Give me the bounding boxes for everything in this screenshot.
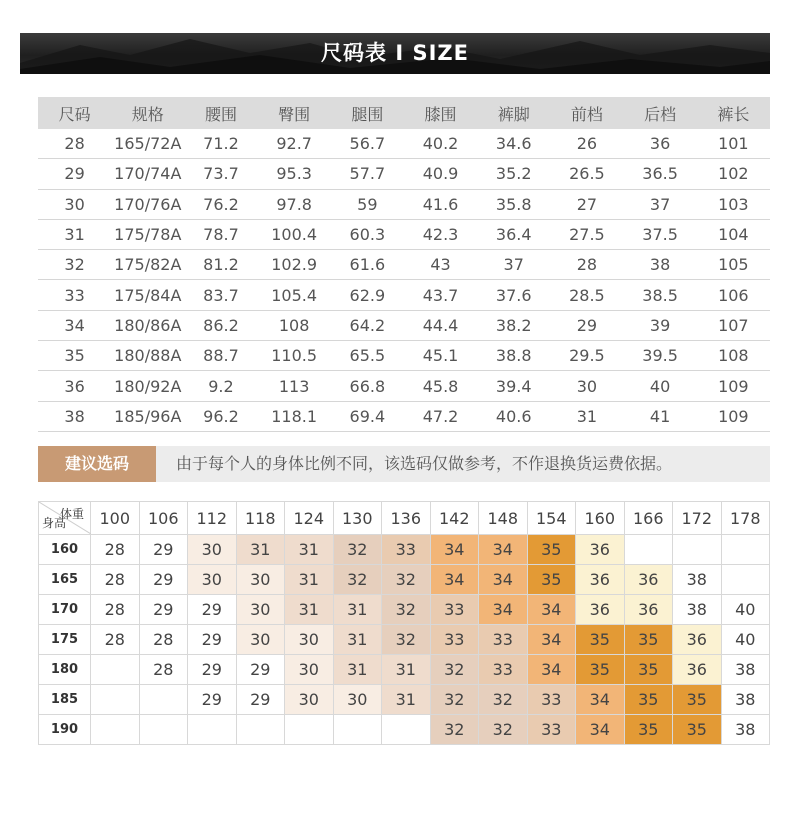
grid-cell: 29 (188, 685, 237, 715)
height-header-cell: 175 (39, 625, 91, 655)
table-cell: 106 (697, 280, 770, 310)
table-cell: 28.5 (550, 280, 623, 310)
grid-row (39, 565, 770, 595)
table-cell: 57.7 (331, 159, 404, 189)
grid-cell: 30 (285, 685, 334, 715)
size-table-body (38, 129, 770, 431)
size-column-header: 膝围 (404, 97, 477, 129)
weight-header-cell: 106 (139, 502, 188, 535)
grid-cell: 30 (285, 625, 334, 655)
grid-cell (721, 565, 770, 595)
grid-cell: 30 (333, 685, 382, 715)
grid-cell: 32 (382, 595, 431, 625)
grid-cell: 35 (624, 625, 673, 655)
table-cell: 37.5 (624, 219, 697, 249)
grid-cell (285, 715, 334, 745)
grid-cell: 35 (576, 655, 625, 685)
grid-cell (91, 685, 140, 715)
grid-cell: 28 (139, 625, 188, 655)
grid-row (39, 595, 770, 625)
grid-cell: 36 (673, 625, 722, 655)
table-cell: 56.7 (331, 129, 404, 159)
grid-cell: 35 (673, 715, 722, 745)
table-cell: 30 (550, 371, 623, 401)
size-chart-banner (20, 33, 770, 74)
table-cell: 61.6 (331, 250, 404, 280)
height-header-cell: 165 (39, 565, 91, 595)
weight-header-cell: 172 (673, 502, 722, 535)
weight-header-cell: 178 (721, 502, 770, 535)
grid-cell: 34 (527, 595, 576, 625)
grid-row (39, 655, 770, 685)
table-cell: 110.5 (258, 341, 331, 371)
grid-cell: 28 (91, 535, 140, 565)
grid-cell: 34 (576, 715, 625, 745)
grid-cell: 31 (382, 685, 431, 715)
table-cell: 95.3 (258, 159, 331, 189)
table-cell: 109 (697, 371, 770, 401)
grid-cell: 36 (576, 535, 625, 565)
table-row (38, 371, 770, 401)
weight-header-cell: 160 (576, 502, 625, 535)
table-cell: 185/96A (111, 401, 184, 431)
table-row (38, 310, 770, 340)
grid-cell: 32 (382, 565, 431, 595)
grid-cell: 38 (673, 565, 722, 595)
weight-header-cell: 166 (624, 502, 673, 535)
grid-cell (236, 715, 285, 745)
grid-cell: 31 (333, 625, 382, 655)
grid-cell: 35 (527, 535, 576, 565)
table-cell: 102.9 (258, 250, 331, 280)
table-cell: 26 (550, 129, 623, 159)
grid-cell: 30 (188, 565, 237, 595)
table-cell: 38.2 (477, 310, 550, 340)
table-cell: 66.8 (331, 371, 404, 401)
size-column-header: 臀围 (258, 97, 331, 129)
table-cell: 36 (38, 371, 111, 401)
grid-cell (91, 655, 140, 685)
table-row (38, 129, 770, 159)
weight-axis-label: 体重 (59, 507, 84, 521)
table-cell: 92.7 (258, 129, 331, 159)
grid-cell: 32 (479, 685, 528, 715)
grid-cell: 31 (236, 535, 285, 565)
table-cell: 39.5 (624, 341, 697, 371)
size-column-header: 规格 (111, 97, 184, 129)
grid-cell: 33 (430, 595, 479, 625)
grid-cell: 31 (333, 655, 382, 685)
grid-cell: 31 (382, 655, 431, 685)
recommendation-bar (38, 446, 770, 482)
height-header-cell: 190 (39, 715, 91, 745)
table-cell: 103 (697, 189, 770, 219)
table-cell: 41.6 (404, 189, 477, 219)
grid-cell: 32 (382, 625, 431, 655)
size-column-header: 尺码 (38, 97, 111, 129)
grid-cell: 30 (236, 625, 285, 655)
grid-row (39, 535, 770, 565)
grid-cell: 28 (91, 595, 140, 625)
table-cell: 104 (697, 219, 770, 249)
size-column-header: 裤脚 (477, 97, 550, 129)
table-cell: 34 (38, 310, 111, 340)
size-column-header: 后档 (624, 97, 697, 129)
grid-cell: 30 (285, 655, 334, 685)
grid-cell (139, 685, 188, 715)
table-cell: 31 (38, 219, 111, 249)
table-cell: 105 (697, 250, 770, 280)
grid-cell: 36 (673, 655, 722, 685)
table-cell: 40.2 (404, 129, 477, 159)
table-cell: 33 (38, 280, 111, 310)
weight-header-cell: 136 (382, 502, 431, 535)
table-cell: 38.5 (624, 280, 697, 310)
table-cell: 180/88A (111, 341, 184, 371)
table-cell: 175/82A (111, 250, 184, 280)
grid-cell: 36 (576, 595, 625, 625)
grid-cell: 33 (382, 535, 431, 565)
table-cell: 101 (697, 129, 770, 159)
grid-cell: 35 (576, 625, 625, 655)
page-title: 尺码表 I SIZE (321, 41, 469, 65)
grid-body (39, 535, 770, 745)
grid-cell (382, 715, 431, 745)
grid-cell: 34 (479, 595, 528, 625)
grid-cell (333, 715, 382, 745)
grid-cell (139, 715, 188, 745)
grid-cell: 32 (430, 715, 479, 745)
grid-cell: 28 (91, 625, 140, 655)
weight-header-cell: 154 (527, 502, 576, 535)
grid-cell: 35 (624, 685, 673, 715)
height-axis-label: 身高 (42, 516, 67, 530)
grid-cell: 38 (673, 595, 722, 625)
table-cell: 105.4 (258, 280, 331, 310)
table-cell: 42.3 (404, 219, 477, 249)
grid-cell: 36 (576, 565, 625, 595)
grid-cell (624, 535, 673, 565)
table-cell: 36 (624, 129, 697, 159)
table-cell: 27.5 (550, 219, 623, 249)
table-cell: 37.6 (477, 280, 550, 310)
table-cell: 113 (258, 371, 331, 401)
table-cell: 60.3 (331, 219, 404, 249)
table-cell: 41 (624, 401, 697, 431)
weight-header-cell: 148 (479, 502, 528, 535)
grid-row (39, 685, 770, 715)
grid-cell: 33 (430, 625, 479, 655)
table-cell: 29.5 (550, 341, 623, 371)
table-cell: 35.2 (477, 159, 550, 189)
table-cell: 27 (550, 189, 623, 219)
grid-cell: 31 (285, 565, 334, 595)
grid-corner (39, 502, 91, 535)
recommendation-tag: 建议选码 (38, 446, 156, 482)
grid-cell: 38 (721, 715, 770, 745)
table-cell: 107 (697, 310, 770, 340)
table-cell: 165/72A (111, 129, 184, 159)
table-row (38, 219, 770, 249)
grid-row (39, 625, 770, 655)
size-column-header: 裤长 (697, 97, 770, 129)
table-cell: 36.4 (477, 219, 550, 249)
grid-cell: 35 (527, 565, 576, 595)
table-cell: 39 (624, 310, 697, 340)
grid-cell: 32 (333, 535, 382, 565)
table-cell: 180/92A (111, 371, 184, 401)
weight-header-cell: 124 (285, 502, 334, 535)
size-column-header: 前档 (550, 97, 623, 129)
grid-cell: 29 (188, 625, 237, 655)
table-row (38, 341, 770, 371)
grid-cell: 36 (624, 595, 673, 625)
table-cell: 73.7 (184, 159, 257, 189)
grid-cell: 29 (188, 655, 237, 685)
height-header-cell: 170 (39, 595, 91, 625)
size-table-header (38, 97, 770, 129)
table-cell: 32 (38, 250, 111, 280)
size-column-header: 腰围 (184, 97, 257, 129)
grid-cell: 34 (479, 565, 528, 595)
size-column-header: 腿围 (331, 97, 404, 129)
grid-cell: 28 (139, 655, 188, 685)
table-cell: 88.7 (184, 341, 257, 371)
table-cell: 37 (624, 189, 697, 219)
grid-cell: 34 (430, 535, 479, 565)
table-cell: 28 (38, 129, 111, 159)
table-cell: 45.8 (404, 371, 477, 401)
table-row (38, 280, 770, 310)
table-cell: 97.8 (258, 189, 331, 219)
grid-cell: 40 (721, 625, 770, 655)
height-header-cell: 185 (39, 685, 91, 715)
grid-cell: 32 (479, 715, 528, 745)
table-cell: 62.9 (331, 280, 404, 310)
table-cell: 44.4 (404, 310, 477, 340)
table-cell: 35.8 (477, 189, 550, 219)
grid-cell: 32 (430, 655, 479, 685)
weight-header-cell: 100 (91, 502, 140, 535)
grid-cell: 36 (624, 565, 673, 595)
height-header-cell: 160 (39, 535, 91, 565)
grid-cell: 31 (333, 595, 382, 625)
table-row (38, 159, 770, 189)
table-cell: 30 (38, 189, 111, 219)
grid-cell: 38 (721, 685, 770, 715)
grid-cell (721, 535, 770, 565)
table-cell: 39.4 (477, 371, 550, 401)
size-recommendation-grid (38, 501, 770, 745)
table-cell: 118.1 (258, 401, 331, 431)
grid-cell: 33 (479, 655, 528, 685)
table-cell: 175/78A (111, 219, 184, 249)
grid-row (39, 715, 770, 745)
table-cell: 100.4 (258, 219, 331, 249)
grid-cell: 30 (236, 595, 285, 625)
table-cell: 108 (258, 310, 331, 340)
table-cell: 45.1 (404, 341, 477, 371)
grid-cell: 29 (236, 655, 285, 685)
table-cell: 34.6 (477, 129, 550, 159)
grid-cell: 32 (430, 685, 479, 715)
recommendation-note: 由于每个人的身体比例不同，该选码仅做参考，不作退换货运费依据。 (176, 454, 673, 473)
table-cell: 40.9 (404, 159, 477, 189)
table-cell: 81.2 (184, 250, 257, 280)
grid-cell: 40 (721, 595, 770, 625)
size-table (38, 97, 770, 432)
table-cell: 35 (38, 341, 111, 371)
table-cell: 59 (331, 189, 404, 219)
grid-cell: 34 (527, 625, 576, 655)
table-cell: 86.2 (184, 310, 257, 340)
grid-cell (188, 715, 237, 745)
table-cell: 26.5 (550, 159, 623, 189)
grid-cell: 35 (624, 715, 673, 745)
table-cell: 180/86A (111, 310, 184, 340)
grid-cell: 33 (527, 685, 576, 715)
grid-cell: 34 (576, 685, 625, 715)
weight-header-cell: 142 (430, 502, 479, 535)
table-cell: 38 (624, 250, 697, 280)
table-cell: 43 (404, 250, 477, 280)
grid-cell: 34 (527, 655, 576, 685)
table-cell: 170/76A (111, 189, 184, 219)
grid-cell: 31 (285, 535, 334, 565)
weight-header-cell: 130 (333, 502, 382, 535)
table-cell: 69.4 (331, 401, 404, 431)
grid-cell (91, 715, 140, 745)
table-cell: 83.7 (184, 280, 257, 310)
table-cell: 38 (38, 401, 111, 431)
table-cell: 64.2 (331, 310, 404, 340)
table-cell: 78.7 (184, 219, 257, 249)
table-cell: 37 (477, 250, 550, 280)
table-cell: 40 (624, 371, 697, 401)
grid-cell: 30 (188, 535, 237, 565)
table-cell: 102 (697, 159, 770, 189)
table-row (38, 401, 770, 431)
grid-cell: 29 (188, 595, 237, 625)
table-cell: 76.2 (184, 189, 257, 219)
grid-cell: 38 (721, 655, 770, 685)
weight-header-cell: 118 (236, 502, 285, 535)
table-cell: 47.2 (404, 401, 477, 431)
table-cell: 36.5 (624, 159, 697, 189)
table-cell: 29 (550, 310, 623, 340)
weight-header-cell: 112 (188, 502, 237, 535)
grid-cell: 32 (333, 565, 382, 595)
table-cell: 96.2 (184, 401, 257, 431)
grid-cell: 28 (91, 565, 140, 595)
grid-cell: 35 (624, 655, 673, 685)
grid-cell (673, 535, 722, 565)
grid-cell: 31 (285, 595, 334, 625)
table-cell: 109 (697, 401, 770, 431)
grid-cell: 35 (673, 685, 722, 715)
grid-cell: 29 (139, 535, 188, 565)
table-cell: 9.2 (184, 371, 257, 401)
table-row (38, 189, 770, 219)
grid-cell: 33 (527, 715, 576, 745)
table-row (38, 250, 770, 280)
table-cell: 175/84A (111, 280, 184, 310)
grid-cell: 33 (479, 625, 528, 655)
grid-cell: 29 (139, 565, 188, 595)
table-cell: 28 (550, 250, 623, 280)
table-cell: 108 (697, 341, 770, 371)
grid-cell: 34 (430, 565, 479, 595)
height-header-cell: 180 (39, 655, 91, 685)
table-cell: 38.8 (477, 341, 550, 371)
grid-cell: 29 (139, 595, 188, 625)
grid-cell: 30 (236, 565, 285, 595)
table-cell: 170/74A (111, 159, 184, 189)
table-cell: 71.2 (184, 129, 257, 159)
table-cell: 65.5 (331, 341, 404, 371)
table-cell: 43.7 (404, 280, 477, 310)
grid-cell: 34 (479, 535, 528, 565)
table-cell: 40.6 (477, 401, 550, 431)
table-cell: 29 (38, 159, 111, 189)
grid-cell: 29 (236, 685, 285, 715)
grid-weight-header (39, 502, 770, 535)
table-cell: 31 (550, 401, 623, 431)
